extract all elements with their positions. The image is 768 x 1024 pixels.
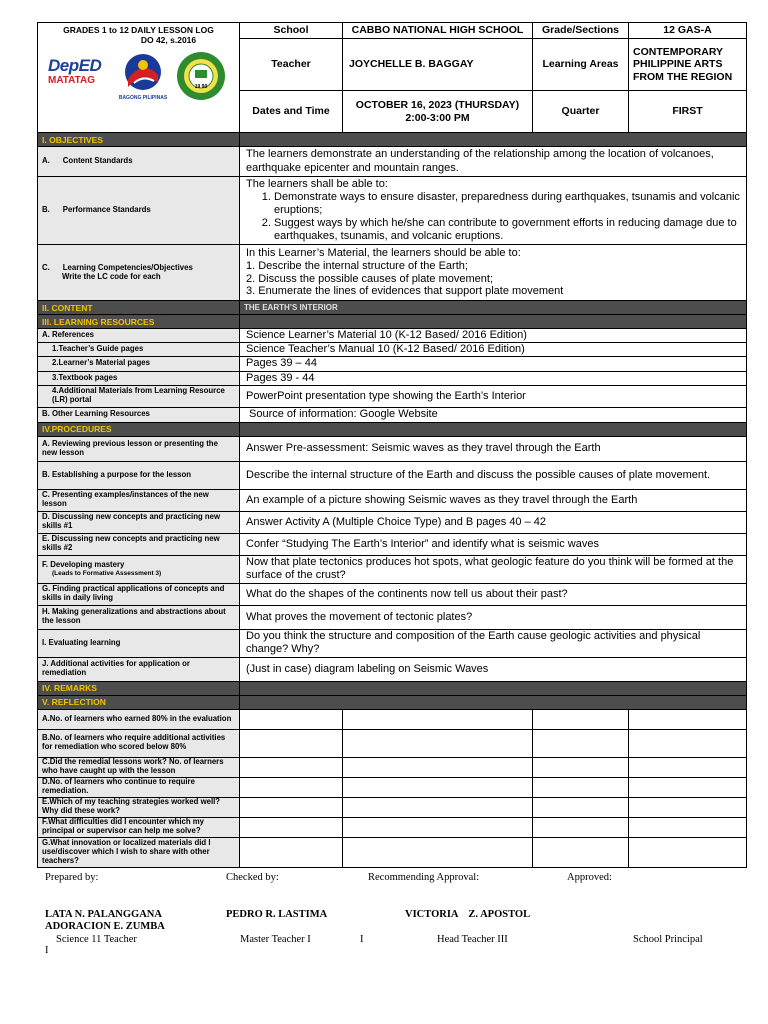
reflection-cell[interactable] — [629, 797, 747, 817]
reflection-cell[interactable] — [533, 817, 629, 837]
reflection-cell[interactable] — [629, 817, 747, 837]
bagong-pilipinas-text: BAGONG PILIPINAS — [118, 94, 168, 101]
reflection-question: C.Did the remedial lessons work? No. of learners who have caught up with the lesson — [38, 757, 240, 777]
content-section — [38, 301, 747, 315]
competencies-label — [38, 245, 240, 301]
procedure-label: H. Making generalizations and abstractions about the lesson — [38, 605, 240, 629]
resource-value: Pages 39 - 44 — [240, 371, 747, 385]
signatory-title: I — [360, 934, 364, 945]
procedure-value: Do you think the structure and composition of the Earth cause geologic activities and physical change? Why? — [240, 629, 747, 657]
competencies-intro: In this Learner’s Material, the learners should be able to: — [246, 246, 521, 259]
grade-label: Grade/Sections — [533, 23, 629, 39]
reflection-question: E.Which of my teaching strategies worked well? Why did these work? — [38, 797, 240, 817]
reflection-cell[interactable] — [629, 729, 747, 757]
procedures-bar — [240, 422, 747, 436]
procedure-label: B. Establishing a purpose for the lesson — [38, 461, 240, 489]
procedure-label: G. Finding practical applications of concepts and skills in daily living — [38, 583, 240, 605]
signatory-title: Head Teacher III — [437, 934, 508, 945]
resource-value: Pages 39 – 44 — [240, 357, 747, 371]
reflection-section — [38, 695, 747, 709]
content-title: II. CONTENT — [38, 301, 240, 315]
performance-item: 2. Suggest ways by which he/she can contribute to government efforts in reducing damage due to earthquakes, tsunamis, and volcanic eruptions. — [274, 217, 740, 243]
recommending-label: Recommending Approval: — [368, 872, 480, 883]
signatory-name: VICTORIA Z. APOSTOL — [405, 909, 531, 920]
signatory-title: I — [45, 945, 49, 956]
reflection-cell[interactable] — [240, 729, 343, 757]
resource-value: Science Learner’s Material 10 (K-12 Based/ 2016 Edition) — [240, 329, 747, 343]
bagong-pilipinas-icon — [124, 53, 162, 91]
content-standards-label: A. Content Standards — [38, 147, 240, 177]
grade-value: 12 GAS-A — [629, 23, 747, 39]
areas-value: CONTEMPORARY PHILIPPINE ARTS FROM THE REGION — [629, 39, 747, 91]
procedure-sublabel: (Leads to Formative Assessment 3) — [52, 569, 162, 577]
lesson-log-table — [37, 22, 747, 868]
teacher-label: Teacher — [240, 39, 343, 91]
procedure-label — [38, 555, 240, 583]
procedure-value: Answer Pre-assessment: Seismic waves as they travel through the Earth — [240, 436, 747, 461]
performance-standards-value — [240, 177, 747, 245]
areas-label: Learning Areas — [533, 39, 629, 91]
performance-standards-label: B. Performance Standards — [38, 177, 240, 245]
procedure-value: What do the shapes of the continents now tell us about their past? — [240, 583, 747, 605]
resource-label: B. Other Learning Resources — [38, 407, 240, 422]
procedure-label: E. Discussing new concepts and practicing new skills #2 — [38, 533, 240, 555]
reflection-cell[interactable] — [533, 709, 629, 729]
reflection-cell[interactable] — [343, 729, 533, 757]
reflection-cell[interactable] — [629, 757, 747, 777]
signatory-name: PEDRO R. LASTIMA — [226, 909, 328, 920]
resource-label: 1.Teacher’s Guide pages — [38, 343, 240, 357]
reflection-cell[interactable] — [240, 817, 343, 837]
reflection-question: D.No. of learners who continue to require remediation. — [38, 777, 240, 797]
content-standards-value: The learners demonstrate an understanding of the relationship among the location of volcanoes, earthquake epicenter and mountain ranges. — [240, 147, 747, 177]
reflection-question: A.No. of learners who earned 80% in the evaluation — [38, 709, 240, 729]
resources-bar — [240, 315, 747, 329]
procedure-value: Confer “Studying The Earth’s Interior” and identify what is seismic waves — [240, 533, 747, 555]
reflection-cell[interactable] — [629, 777, 747, 797]
resource-value: Science Teacher’s Manual 10 (K-12 Based/ 2016 Edition) — [240, 343, 747, 357]
reflection-question: G.What innovation or localized materials did I use/discover which I wish to share with other teachers? — [38, 837, 240, 867]
procedure-label: J. Additional activities for application or remediation — [38, 657, 240, 681]
competency-item: 3. Enumerate the lines of evidences that support plate movement — [246, 285, 564, 298]
school-seal-year: 19 90 — [194, 84, 208, 91]
checked-label: Checked by: — [226, 872, 279, 883]
reflection-cell[interactable] — [533, 757, 629, 777]
procedure-label-main: F. Developing mastery — [42, 560, 125, 570]
procedure-value: An example of a picture showing Seismic waves as they travel through the Earth — [240, 489, 747, 511]
matatag-logo-text: MATATAG — [48, 75, 96, 87]
reflection-cell[interactable] — [343, 777, 533, 797]
reflection-cell[interactable] — [343, 837, 533, 867]
reflection-cell[interactable] — [533, 777, 629, 797]
log-title: GRADES 1 to 12 DAILY LESSON LOG — [63, 25, 214, 35]
reflection-cell[interactable] — [240, 757, 343, 777]
dates-label: Dates and Time — [240, 91, 343, 133]
resource-label: 3.Textbook pages — [38, 371, 240, 385]
school-seal — [176, 51, 226, 101]
procedure-label: D. Discussing new concepts and practicing new skills #1 — [38, 511, 240, 533]
procedure-value: Answer Activity A (Multiple Choice Type) and B pages 40 – 42 — [240, 511, 747, 533]
signatory-name: LATA N. PALANGGANA — [45, 909, 162, 920]
signatory-title: School Principal — [633, 934, 703, 945]
date-text: OCTOBER 16, 2023 (THURSDAY) — [355, 98, 520, 111]
procedure-label: C. Presenting examples/instances of the new lesson — [38, 489, 240, 511]
competencies-label-line2: Write the LC code for each — [62, 271, 161, 281]
competency-item: 1. Describe the internal structure of the Earth; — [246, 259, 468, 272]
prepared-label: Prepared by: — [45, 872, 99, 883]
school-label: School — [240, 23, 343, 39]
reflection-cell[interactable] — [240, 777, 343, 797]
resource-label: A. References — [38, 329, 240, 343]
school-seal-icon — [176, 51, 226, 101]
reflection-cell[interactable] — [343, 797, 533, 817]
reflection-cell[interactable] — [533, 837, 629, 867]
bagong-pilipinas-logo — [118, 53, 168, 101]
teacher-value: JOYCHELLE B. BAGGAY — [343, 39, 533, 91]
remarks-bar — [240, 681, 747, 695]
reflection-cell[interactable] — [629, 709, 747, 729]
log-order: DO 42, s.2016 — [140, 35, 197, 46]
header-logo-box — [38, 23, 240, 133]
reflection-title: V. REFLECTION — [38, 695, 240, 709]
reflection-question: B.No. of learners who require additional activities for remediation who scored below 80% — [38, 729, 240, 757]
resources-title: III. LEARNING RESOURCES — [38, 315, 240, 329]
deped-logo-text: DepED — [48, 56, 102, 76]
quarter-label: Quarter — [533, 91, 629, 133]
resource-label: 4.Additional Materials from Learning Resource (LR) portal — [38, 385, 240, 407]
deped-logo — [48, 57, 104, 87]
reflection-cell[interactable] — [343, 757, 533, 777]
reflection-cell[interactable] — [240, 797, 343, 817]
time-text: 2:00-3:00 PM — [405, 111, 470, 124]
school-value: CABBO NATIONAL HIGH SCHOOL — [343, 23, 533, 39]
resource-label: 2.Learner’s Material pages — [38, 357, 240, 371]
competencies-label-line1: C. Learning Competencies/Objectives — [42, 262, 193, 272]
reflection-question: F.What difficulties did I encounter which my principal or supervisor can help me solve? — [38, 817, 240, 837]
resource-value: Source of information: Google Website — [240, 407, 747, 422]
remarks-section — [38, 681, 747, 695]
content-value: THE EARTH’S INTERIOR — [240, 301, 747, 315]
reflection-cell[interactable] — [533, 797, 629, 817]
reflection-cell[interactable] — [240, 709, 343, 729]
resources-section — [38, 315, 747, 329]
competency-item: 2. Discuss the possible causes of plate movement; — [246, 272, 494, 285]
logos — [38, 51, 239, 103]
procedure-value: What proves the movement of tectonic plates? — [240, 605, 747, 629]
performance-item: 1. Demonstrate ways to ensure disaster, preparedness during earthquakes, tsunamis and volcanic eruptions; — [274, 191, 740, 217]
procedure-value: Now that plate tectonics produces hot spots, what geologic feature do you think will be formed at the surface of the crust? — [240, 555, 747, 583]
competencies-value — [240, 245, 747, 301]
approved-label: Approved: — [567, 872, 612, 883]
dates-value — [343, 91, 533, 133]
procedures-title: IV.PROCEDURES — [38, 422, 240, 436]
objectives-section — [38, 133, 747, 147]
reflection-bar — [240, 695, 747, 709]
reflection-cell[interactable] — [343, 817, 533, 837]
reflection-cell[interactable] — [533, 729, 629, 757]
reflection-cell[interactable] — [240, 837, 343, 867]
objectives-title: I. OBJECTIVES — [38, 133, 240, 147]
procedure-label: I. Evaluating learning — [38, 629, 240, 657]
procedure-label: A. Reviewing previous lesson or presenting the new lesson — [38, 436, 240, 461]
signatory-title: Master Teacher I — [240, 934, 311, 945]
performance-intro: The learners shall be able to: — [246, 178, 388, 191]
signatory-name: ADORACION E. ZUMBA — [45, 921, 165, 932]
performance-list — [246, 191, 740, 242]
signatory-title: Science 11 Teacher — [56, 934, 137, 945]
objectives-bar — [240, 133, 747, 147]
quarter-value: FIRST — [629, 91, 747, 133]
procedure-value: Describe the internal structure of the Earth and discuss the possible causes of plate movement. — [240, 461, 747, 489]
procedures-section — [38, 422, 747, 436]
reflection-cell[interactable] — [343, 709, 533, 729]
procedure-value: (Just in case) diagram labeling on Seismic Waves — [240, 657, 747, 681]
reflection-cell[interactable] — [629, 837, 747, 867]
resource-value: PowerPoint presentation type showing the Earth’s Interior — [240, 385, 747, 407]
daily-lesson-log — [37, 22, 746, 868]
remarks-title: IV. REMARKS — [38, 681, 240, 695]
